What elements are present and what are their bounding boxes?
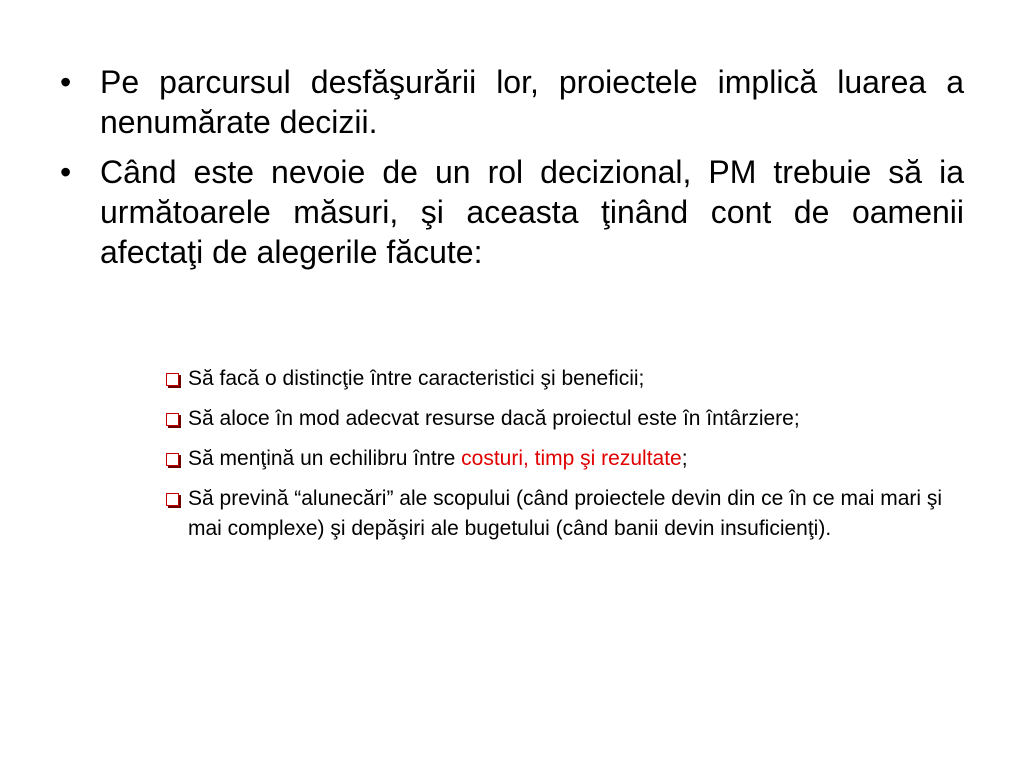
sub-bullet-item <box>166 484 966 544</box>
sub-bullet-text: Să prevină “alunecări” ale scopului (când proiectele devin din ce în ce mai mari şi mai complexe) şi depăşiri ale bugetului (când banii devin insuficienţi). <box>188 487 943 540</box>
main-bullet-text: Când este nevoie de un rol decizional, PM trebuie să ia următoarele măsuri, şi aceasta ţinând cont de oamenii afectaţi de alegerile făcute: <box>100 154 964 270</box>
checkbox-square-icon <box>166 373 179 386</box>
checkbox-square-icon <box>166 493 179 506</box>
bullet-dot-icon: • <box>60 64 72 100</box>
sub-bullet-text-after: ; <box>681 447 688 470</box>
highlighted-text: costuri, timp şi rezultate <box>461 447 682 470</box>
sub-bullet-item <box>166 404 966 434</box>
sub-bullet-text <box>188 447 688 470</box>
main-bullet-text: Pe parcursul desfăşurării lor, proiectele implică luarea a nenumărate decizii. <box>100 64 964 140</box>
sub-bullet-text-before: Să menţină un echilibru între <box>188 447 462 470</box>
checkbox-square-icon <box>166 413 179 426</box>
sub-bullet-item <box>166 444 966 474</box>
sub-bullet-item <box>166 364 966 394</box>
sub-bullet-list <box>166 364 966 554</box>
sub-bullet-text: Să aloce în mod adecvat resurse dacă proiectul este în întârziere; <box>188 407 800 430</box>
sub-bullet-text: Să facă o distincţie între caracteristici şi beneficii; <box>188 367 645 390</box>
bullet-dot-icon: • <box>60 154 72 190</box>
main-bullet-list <box>60 62 964 282</box>
main-bullet-item <box>60 62 964 142</box>
main-bullet-item <box>60 152 964 272</box>
checkbox-square-icon <box>166 453 179 466</box>
